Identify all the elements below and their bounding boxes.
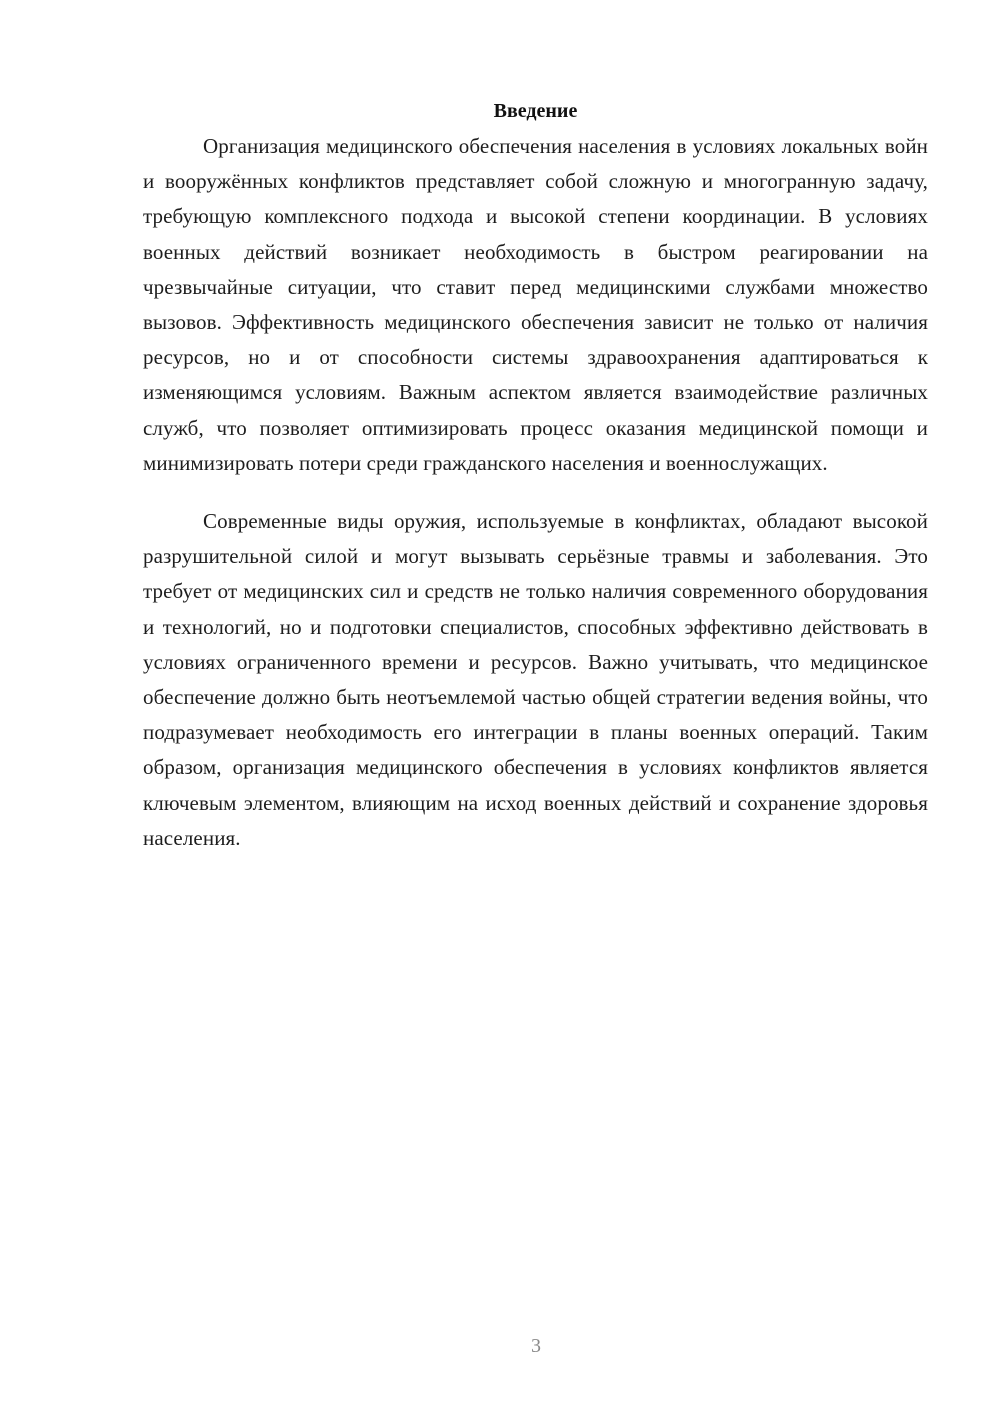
paragraph-2: Современные виды оружия, используемые в конфликтах, обладают высокой разрушительной силой и могут вызывать серьёзные травмы и заболевания. Это требует от медицинских сил и средств не только наличия современного оборудования и технологий, но и подготовки специалистов, способных эффективно действовать в условиях ограниченного времени и ресурсов. Важно учитывать, что медицинское обеспечение должно быть неотъемлемой частью общей стратегии ведения войны, что подразумевает необходимость его интеграции в планы военных операций. Таким образом, организация медицинского обеспечения в условиях конфликтов является ключевым элементом, влияющим на исход военных действий и сохранение здоровья населения. [143,509,928,850]
paragraph-1: Организация медицинского обеспечения населения в условиях локальных войн и вооружённых конфликтов представляет собой сложную и многогранную задачу, требующую комплексного подхода и высокой степени координации. В условиях военных действий возникает необходимость в быстром реагировании на чрезвычайные ситуации, что ставит перед медицинскими службами множество вызовов. Эффективность медицинского обеспечения зависит не только от наличия ресурсов, но и от способности системы здравоохранения адаптироваться к изменяющимся условиям. Важным аспектом является взаимодействие различных служб, что позволяет оптимизировать процесс оказания медицинской помощи и минимизировать потери среди гражданского населения и военнослужащих. [143,134,928,475]
page-number: 3 [531,1335,541,1357]
section-title: Введение [493,100,578,122]
page-content [143,94,928,856]
